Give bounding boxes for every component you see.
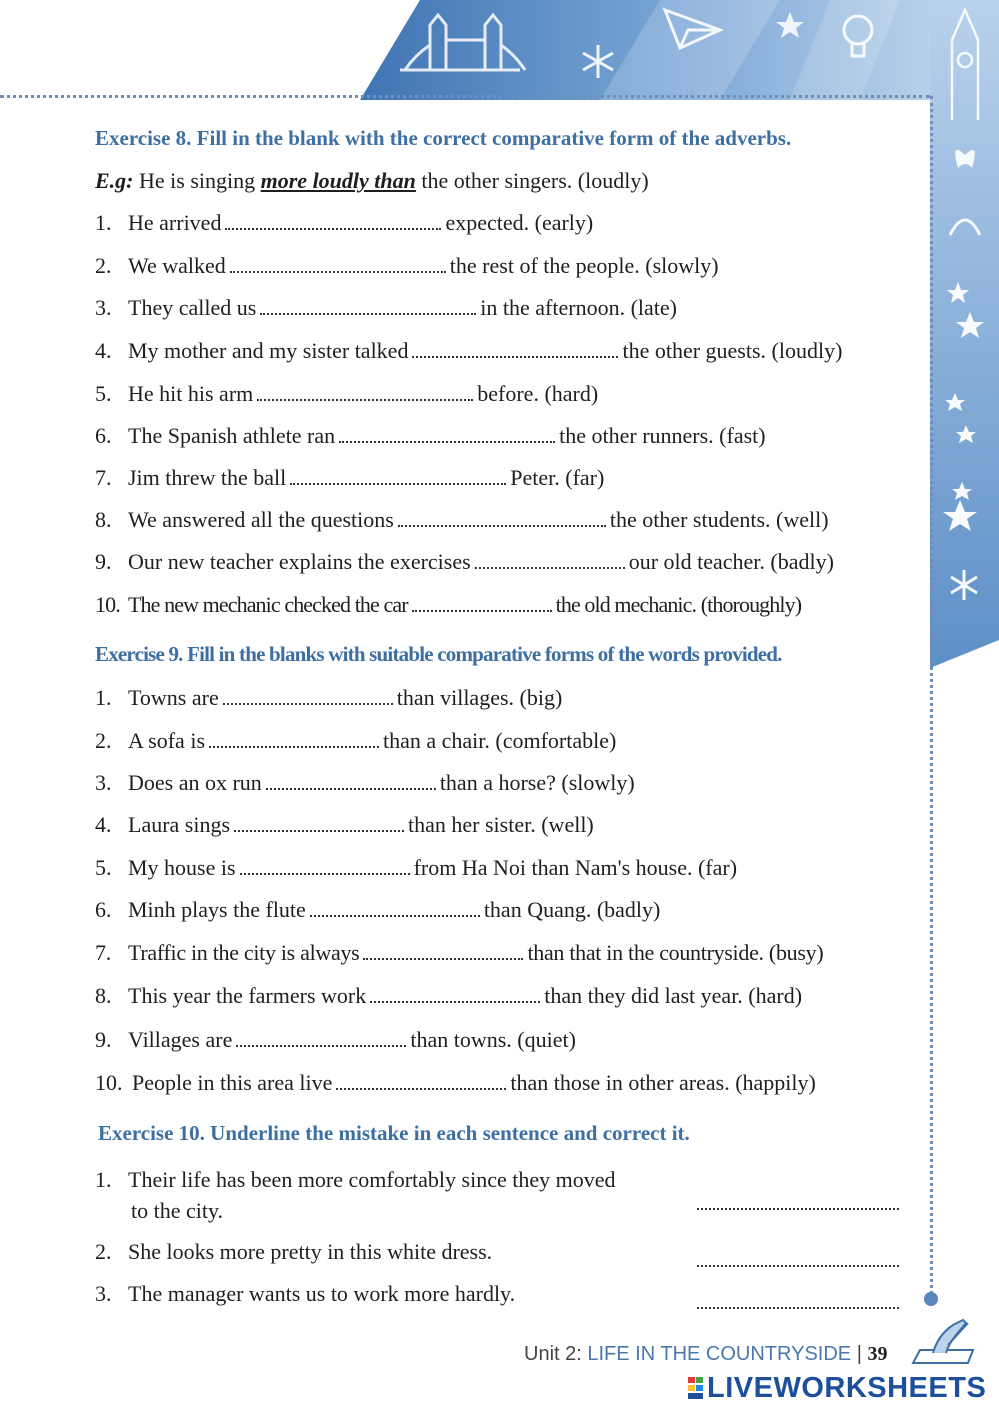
answer-blank[interactable]	[230, 257, 446, 273]
ex8-item: 1. He arrived expected. (early)	[95, 210, 594, 235]
answer-blank[interactable]	[234, 816, 404, 832]
header-banner	[360, 0, 999, 100]
answer-blank[interactable]	[370, 987, 540, 1003]
answer-blank[interactable]	[475, 553, 625, 569]
exercise-10-heading: Exercise 10. Underline the mistake in each sentence and correct it.	[98, 1121, 690, 1145]
answer-blank[interactable]	[240, 859, 410, 875]
ex8-item: 8. We answered all the questions the other students. (well)	[95, 507, 829, 532]
ex9-item: 7. Traffic in the city is always than that in the countryside. (busy)	[95, 940, 824, 965]
example-label: E.g:	[95, 168, 134, 193]
ex8-item: 3. They called us in the afternoon. (late)	[95, 295, 677, 320]
answer-blank[interactable]	[260, 299, 476, 315]
correction-blank[interactable]	[697, 1251, 899, 1267]
answer-blank[interactable]	[266, 774, 436, 790]
ex10-item: 3. The manager wants us to work more hardly.	[95, 1281, 516, 1306]
ex9-item: 5. My house is from Ha Noi than Nam's house. (far)	[95, 855, 738, 880]
side-banner	[930, 0, 999, 690]
ex8-item: 10. The new mechanic checked the car the old mechanic. (thoroughly)	[95, 592, 802, 617]
page-number: 39	[867, 1343, 888, 1365]
ex9-item: 8. This year the farmers work than they did last year. (hard)	[95, 983, 803, 1008]
brand-name: LIVEWORKSHEETS	[707, 1372, 987, 1404]
exercise-8-heading: Exercise 8. Fill in the blank with the correct comparative form of the adverbs.	[95, 126, 792, 150]
answer-blank[interactable]	[225, 214, 441, 230]
answer-blank[interactable]	[412, 596, 552, 612]
answer-blank[interactable]	[257, 385, 473, 401]
ex8-item: 6. The Spanish athlete ran the other runners. (fast)	[95, 423, 766, 448]
ex8-item: 4. My mother and my sister talked the other guests. (loudly)	[95, 338, 843, 363]
border-top	[0, 95, 930, 98]
unit-label: Unit 2:	[524, 1343, 582, 1365]
page-footer	[524, 1343, 887, 1366]
example-before: He is singing	[139, 168, 256, 193]
ex9-item: 4. Laura sings than her sister. (well)	[95, 812, 594, 837]
answer-blank[interactable]	[290, 469, 506, 485]
unit-topic: LIFE IN THE COUNTRYSIDE	[587, 1343, 852, 1365]
ex10-item: 1. Their life has been more comfortably since they moved	[95, 1167, 616, 1192]
example-answer: more loudly than	[260, 168, 416, 193]
ex8-item: 7. Jim threw the ball Peter. (far)	[95, 465, 605, 490]
answer-blank[interactable]	[209, 732, 379, 748]
writing-hand-icon	[908, 1315, 978, 1370]
ex9-item: 10. People in this area live than those in other areas. (happily)	[95, 1070, 816, 1095]
exercise-8-example	[95, 168, 649, 194]
ex9-item: 2. A sofa is than a chair. (comfortable)	[95, 728, 617, 753]
border-right	[930, 96, 933, 1301]
answer-blank[interactable]	[223, 689, 393, 705]
answer-blank[interactable]	[336, 1074, 506, 1090]
ex8-item: 5. He hit his arm before. (hard)	[95, 381, 599, 406]
answer-blank[interactable]	[412, 342, 618, 358]
answer-blank[interactable]	[363, 944, 523, 960]
answer-blank[interactable]	[398, 511, 606, 527]
ex9-item: 1. Towns are than villages. (big)	[95, 685, 563, 710]
border-end-dot	[924, 1292, 938, 1306]
answer-blank[interactable]	[236, 1031, 406, 1047]
footer-separator: |	[856, 1343, 862, 1365]
ex10-item: 2. She looks more pretty in this white dress.	[95, 1239, 493, 1264]
ex10-item-continuation: to the city.	[131, 1198, 224, 1223]
liveworksheets-logo	[688, 1372, 986, 1405]
ex9-item: 9. Villages are than towns. (quiet)	[95, 1027, 576, 1052]
ex9-item: 3. Does an ox run than a horse? (slowly)	[95, 770, 635, 795]
liveworksheets-mark-icon	[688, 1377, 704, 1399]
answer-blank[interactable]	[339, 427, 555, 443]
answer-blank[interactable]	[310, 901, 480, 917]
exercise-9-heading: Exercise 9. Fill in the blanks with suitable comparative forms of the words provided.	[95, 642, 782, 666]
ex9-item: 6. Minh plays the flute than Quang. (badly)	[95, 897, 661, 922]
correction-blank[interactable]	[697, 1194, 899, 1210]
example-after: the other singers. (loudly)	[421, 168, 649, 193]
ex8-item: 9. Our new teacher explains the exercises our old teacher. (badly)	[95, 549, 834, 574]
ex8-item: 2. We walked the rest of the people. (slowly)	[95, 253, 719, 278]
correction-blank[interactable]	[697, 1293, 899, 1309]
